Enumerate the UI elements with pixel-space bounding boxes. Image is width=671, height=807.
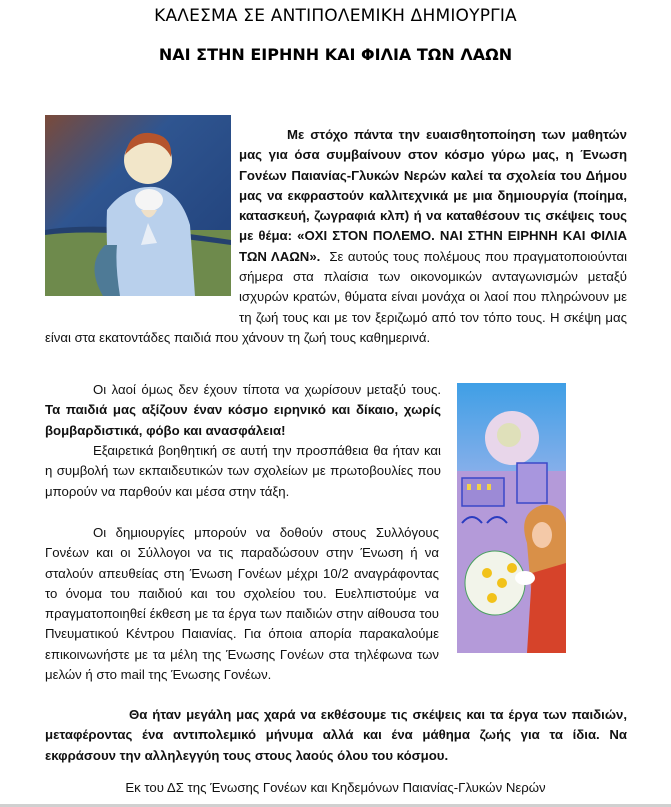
- teachers-text: Εξαιρετικά βοηθητική σε αυτή την προσπάθεια θα ήταν και η συμβολή των εκπαιδευτικών των σχολείων με πρωτοβουλίες που μπορούν να παρθούν και μέσα στην τάξη.: [45, 443, 441, 499]
- paragraph-closing: [45, 705, 627, 766]
- document-subtitle: ΝΑΙ ΣΤΗΝ ΕΙΡΗΝΗ ΚΑΙ ΦΙΛΙΑ ΤΩΝ ΛΑΩΝ: [158, 45, 513, 64]
- intro-text: Σε αυτούς τους πολέμους που πραγματοποιούνται σήμερα στα πλαίσια των οικονομικών ανταγωνισμών μεταξύ ισχυρών κρατών, θύματα είναι μονάχα οι λαοί που πληρώνουν με τη ζωή τους και με τον ξεριζωμό από τον τόπο τους. Η σκέψη μας είναι στα εκατοντάδες παιδιά που χάνουν τη ζωή τους καθημερινά.: [45, 248, 627, 345]
- peoples-text: Οι λαοί όμως δεν έχουν τίποτα να χωρίσουν μεταξύ τους.: [93, 382, 441, 397]
- paragraph-submissions: [45, 523, 671, 685]
- document-title: ΚΑΛΕΣΜΑ ΣΕ ΑΝΤΙΠΟΛΕΜΙΚΗ ΔΗΜΙΟΥΡΓΙΑ: [154, 6, 517, 26]
- submissions-text: Οι δημιουργίες μπορούν να δοθούν στους Συλλόγους Γονέων και οι Σύλλογοι να τις παραδώσουν στην Ένωση ή να σταλούν απευθείας στη Ένωση Γονέων μέχρι 10/2 αναγράφοντας το όνομα του παιδιού και του σχολείου του. Ευελπιστούμε να πραγματοποιηθεί έκθεση με τα έργα των παιδιών στην αίθουσα του Πνευματικού Κέντρου Παιανίας. Για όποια απορία παρακαλούμε επικοινωνήστε με τα μέλη της Ένωσης Γονέων στα τηλέφωνα των μελών ή στο mail της Ένωσης Γονέων.: [45, 525, 439, 683]
- paragraph-intro: [45, 125, 627, 348]
- paragraph-peoples: [45, 380, 441, 441]
- closing-text: Θα ήταν μεγάλη μας χαρά να εκθέσουμε τις σκέψεις και τα έργα των παιδιών, μεταφέροντας ένα αντιπολεμικό μήνυμα αλλά και ένα μάθημα ζωής για τα ίδια. Να εκφράσουν την αλληλεγγύη τους στους λαούς όλου του κόσμου.: [45, 707, 627, 763]
- paragraph-teachers: [45, 441, 441, 502]
- signature: Εκ του ΔΣ της Ένωσης Γονέων και Κηδεμόνων Παιανίας-Γλυκών Νερών: [125, 780, 546, 795]
- intro-bold-text: Με στόχο πάντα την ευαισθητοποίηση των μαθητών μας για όσα συμβαίνουν στον κόσμο γύρω μας, η Ένωση Γονέων Παιανίας-Γλυκών Νερών καλεί τα σχολεία του Δήμου μας να εκφραστούν καλλιτεχνικά με μια δημιουργία (ποίημα, κατασκευή, ζωγραφιά κλπ) ή να καταθέσουν τις σκέψεις τους με θέμα: «ΟΧΙ ΣΤΟΝ ΠΟΛΕΜΟ. ΝΑΙ ΣΤΗΝ ΕΙΡΗΝΗ ΚΑΙ ΦΙΛΙΑ ΤΩΝ ΛΑΩΝ».: [239, 127, 627, 264]
- peoples-bold-text: Τα παιδιά μας αξίζουν έναν κόσμο ειρηνικό και δίκαιο, χωρίς βομβαρδιστικά, φόβο και ανασφάλεια!: [45, 402, 441, 438]
